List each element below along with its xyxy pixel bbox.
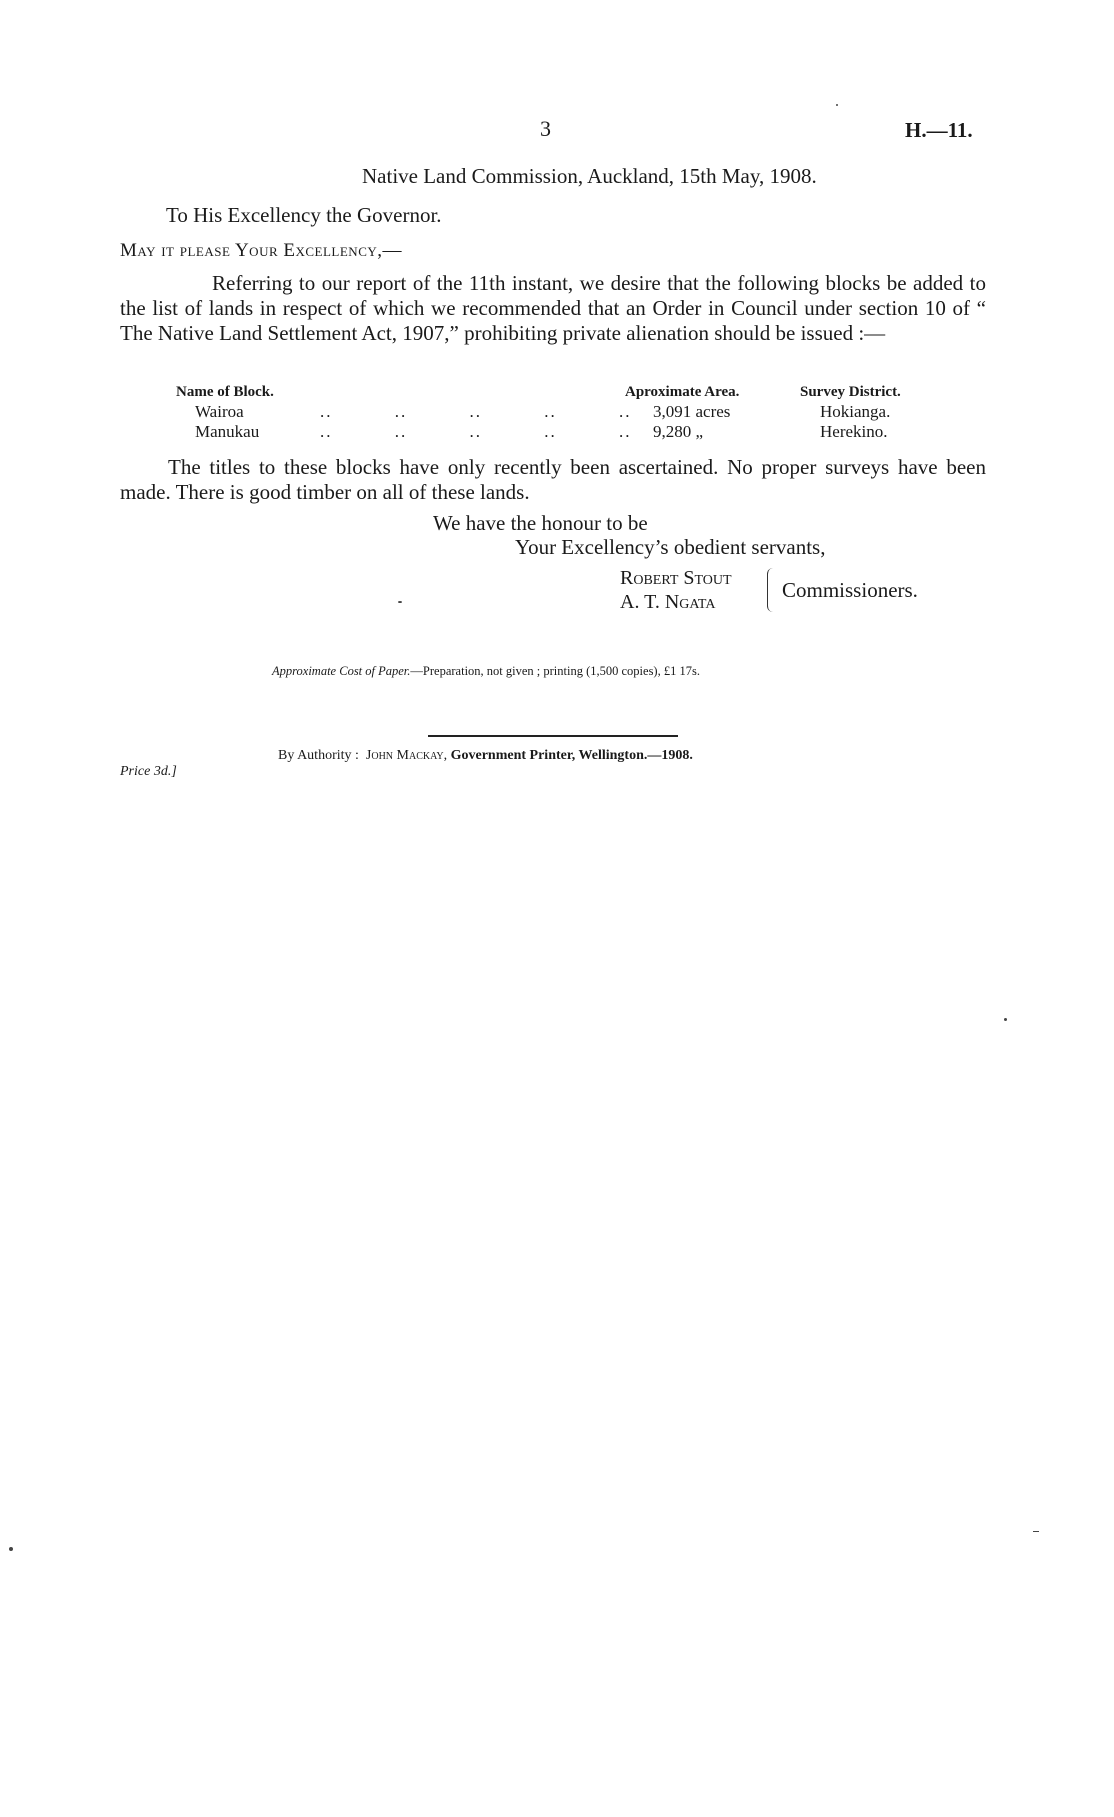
scan-speck [9, 1547, 13, 1551]
page-number: 3 [540, 116, 551, 141]
signatory-2: A. T. Ngata [620, 591, 716, 613]
leader-dots: .. .. .. .. .. [320, 402, 632, 421]
scan-speck [398, 601, 402, 603]
paragraph-2-text: The titles to these blocks have only recently been ascertained. No proper surveys have been made. There is good timber on all of these lands. [120, 455, 986, 504]
block-name: Manukau [195, 422, 260, 441]
signatory-1: Robert Stout [620, 567, 732, 589]
letterhead: Native Land Commission, Auckland, 15th May, 1908. [362, 164, 817, 188]
authority-prefix: By Authority : [278, 748, 359, 763]
body-paragraph-2 [120, 455, 986, 505]
printer-name: John Mackay, [365, 748, 448, 763]
body-paragraph-1 [120, 271, 986, 346]
brace [767, 568, 776, 612]
block-district: Hokianga. [820, 402, 891, 421]
cost-label: Approximate Cost of Paper. [272, 664, 411, 678]
divider-rule [428, 735, 678, 737]
leader-dots: .. .. .. .. .. [320, 422, 632, 441]
authority-line [278, 748, 693, 764]
scan-speck [836, 104, 838, 106]
cost-text: —Preparation, not given ; printing (1,500 copies), £1 17s. [410, 664, 700, 678]
block-name: Wairoa [195, 402, 244, 421]
cost-note [272, 664, 700, 679]
price: Price 3d.] [120, 764, 177, 779]
header-survey-district: Survey District. [800, 384, 901, 400]
salutation: May it please Your Excellency,— [120, 240, 403, 261]
table-row [120, 422, 980, 442]
document-code: H.—11. [905, 118, 973, 142]
table-row [120, 402, 980, 422]
closing-line-1: We have the honour to be [433, 511, 648, 535]
paragraph-1-text: Referring to our report of the 11th instant, we desire that the following blocks be added to the list of lands in respect of which we recommended that an Order in Council under section 10 of “ The Native Land Settlement Act, 1907,” prohibiting private alienation should be issued :— [120, 271, 986, 345]
header-name-of-block: Name of Block. [176, 384, 274, 400]
block-area: 3,091 acres [653, 402, 731, 421]
scan-speck [1004, 1018, 1007, 1021]
block-district: Herekino. [820, 422, 888, 441]
signatory-role: Commissioners. [782, 578, 918, 602]
header-approximate-area: Aproximate Area. [625, 384, 740, 400]
printer-details: Government Printer, Wellington.—1908. [450, 748, 693, 763]
scan-speck [1033, 1531, 1039, 1532]
block-area: 9,280 „ [653, 422, 704, 441]
closing-line-2: Your Excellency’s obedient servants, [515, 535, 826, 559]
addressee: To His Excellency the Governor. [166, 203, 442, 227]
